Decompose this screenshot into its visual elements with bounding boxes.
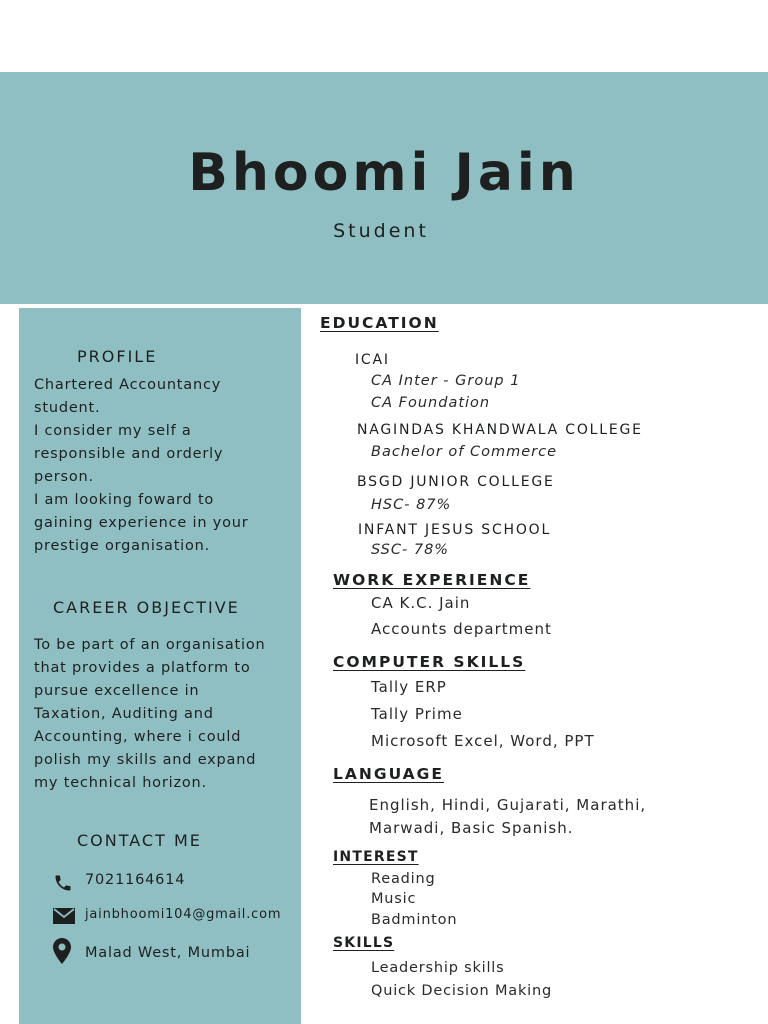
profile-line: Chartered Accountancy bbox=[34, 377, 222, 393]
education-institution: INFANT JESUS SCHOOL bbox=[358, 522, 552, 538]
computer-skill-item: Microsoft Excel, Word, PPT bbox=[371, 732, 595, 750]
career-line: my technical horizon. bbox=[34, 775, 207, 791]
contact-heading: CONTACT ME bbox=[77, 831, 202, 850]
education-detail: CA Foundation bbox=[371, 395, 491, 411]
education-detail: CA Inter - Group 1 bbox=[371, 373, 521, 389]
skills-heading: SKILLS bbox=[333, 935, 395, 951]
language-heading: LANGUAGE bbox=[333, 765, 444, 783]
profile-line: responsible and orderly bbox=[34, 446, 224, 462]
career-line: Taxation, Auditing and bbox=[34, 706, 214, 722]
profile-line: student. bbox=[34, 400, 101, 416]
work-experience-heading: WORK EXPERIENCE bbox=[333, 571, 531, 589]
education-detail: SSC- 78% bbox=[371, 542, 450, 558]
profile-text bbox=[34, 374, 249, 558]
language-line: Marwadi, Basic Spanish. bbox=[369, 819, 574, 837]
interest-item: Reading bbox=[371, 871, 436, 887]
profile-line: prestige organisation. bbox=[34, 538, 211, 554]
education-detail: Bachelor of Commerce bbox=[371, 444, 557, 460]
resume-role: Student bbox=[333, 220, 429, 242]
education-heading: EDUCATION bbox=[320, 314, 439, 332]
interest-item: Badminton bbox=[371, 912, 458, 928]
profile-heading: PROFILE bbox=[77, 347, 158, 366]
career-line: To be part of an organisation bbox=[34, 637, 266, 653]
computer-skill-item: Tally Prime bbox=[371, 705, 463, 723]
career-line: pursue excellence in bbox=[34, 683, 200, 699]
interest-item: Music bbox=[371, 891, 417, 907]
career-line: Accounting, where i could bbox=[34, 729, 242, 745]
profile-line: person. bbox=[34, 469, 94, 485]
envelope-icon bbox=[52, 907, 76, 925]
profile-line: I am looking foward to bbox=[34, 492, 215, 508]
contact-location: Malad West, Mumbai bbox=[85, 945, 251, 961]
profile-line: I consider my self a bbox=[34, 423, 192, 439]
contact-email[interactable]: jainbhoomi104@gmail.com bbox=[85, 907, 282, 922]
skill-item: Leadership skills bbox=[371, 960, 505, 976]
skill-item: Quick Decision Making bbox=[371, 983, 552, 999]
career-line: that provides a platform to bbox=[34, 660, 251, 676]
education-institution: BSGD JUNIOR COLLEGE bbox=[357, 474, 555, 490]
computer-skill-item: Tally ERP bbox=[371, 678, 447, 696]
computer-skills-heading: COMPUTER SKILLS bbox=[333, 653, 526, 671]
career-objective-heading: CAREER OBJECTIVE bbox=[53, 598, 240, 617]
contact-phone[interactable]: 7021164614 bbox=[85, 872, 186, 888]
resume-name: Bhoomi Jain bbox=[188, 143, 580, 203]
career-objective-text bbox=[34, 634, 266, 795]
work-item: Accounts department bbox=[371, 620, 552, 638]
map-pin-icon bbox=[53, 938, 71, 964]
education-detail: HSC- 87% bbox=[371, 497, 452, 513]
education-institution: NAGINDAS KHANDWALA COLLEGE bbox=[357, 422, 643, 438]
education-institution: ICAI bbox=[355, 352, 390, 368]
interest-heading: INTEREST bbox=[333, 849, 419, 865]
phone-icon bbox=[53, 873, 73, 893]
work-item: CA K.C. Jain bbox=[371, 594, 471, 612]
language-line: English, Hindi, Gujarati, Marathi, bbox=[369, 796, 647, 814]
career-line: polish my skills and expand bbox=[34, 752, 257, 768]
profile-line: gaining experience in your bbox=[34, 515, 249, 531]
